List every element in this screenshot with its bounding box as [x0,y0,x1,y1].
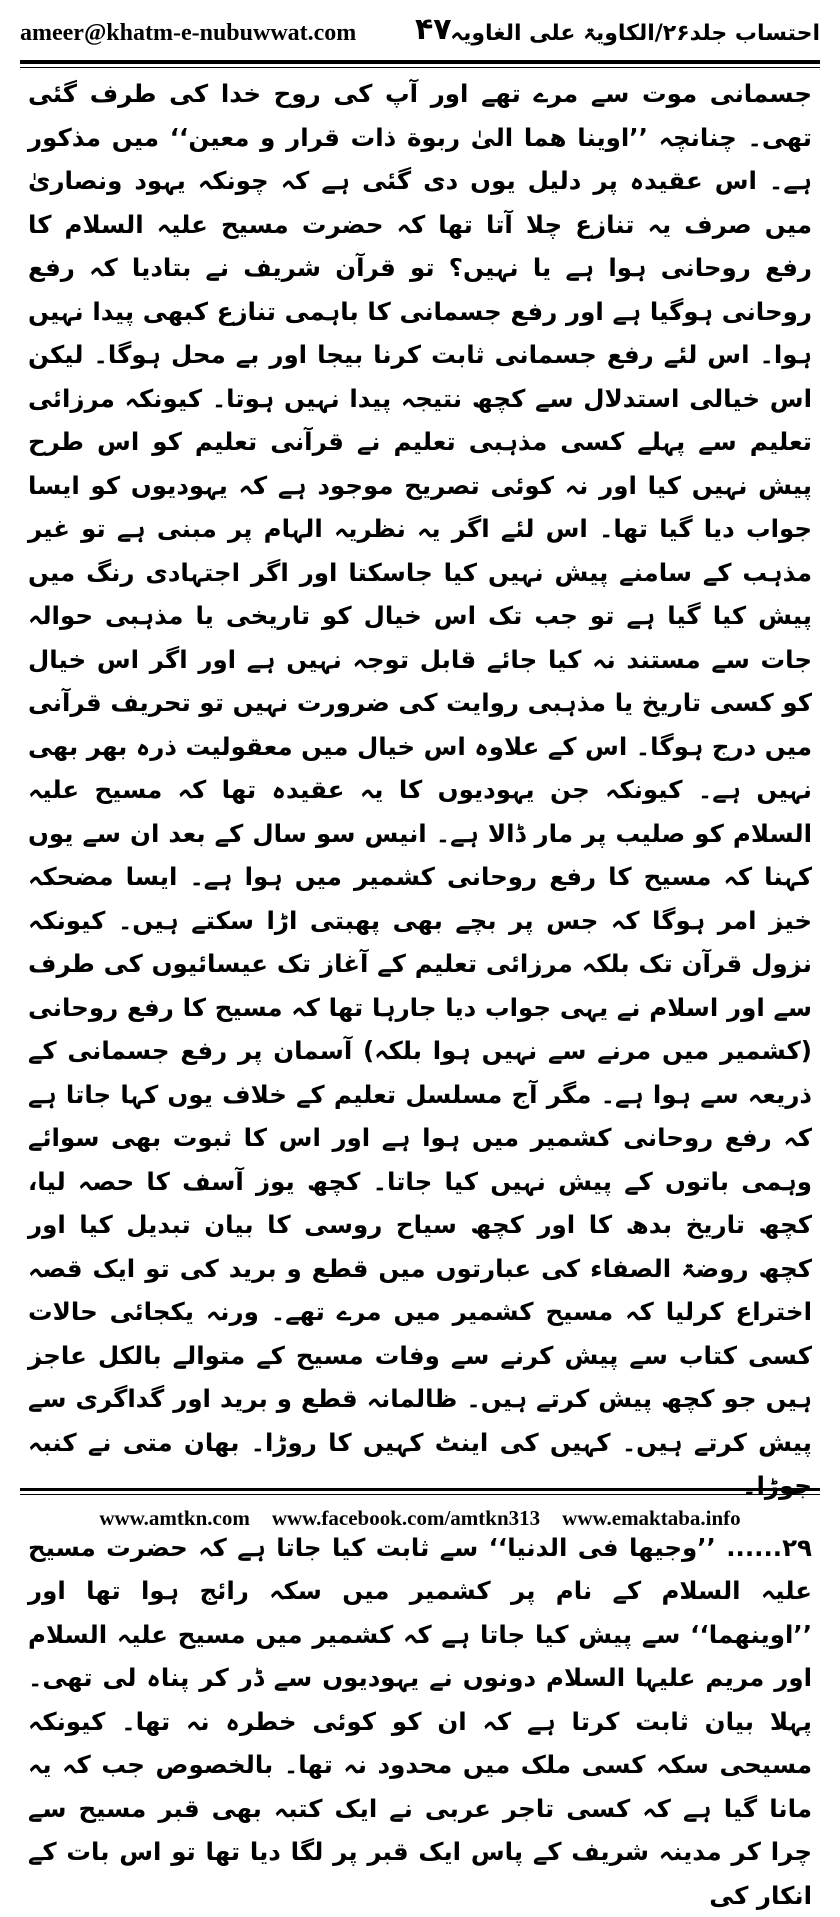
header-rule [20,60,820,64]
page-body [28,72,812,1472]
page-number: ۴۷ [415,12,452,47]
header-rule-thin [20,67,820,68]
body-paragraph-2: ۲۹...... ’’وجیها فی الدنیا‘‘ سے ثابت کیا جاتا ہے کہ حضرت مسیح علیہ السلام کے نام پر کشمیر میں سکہ رائج ہوا تھا اور ’’اوینهما‘‘ سے پیش کیا جاتا ہے کہ کشمیر میں مسیح علیہ السلام اور مریم علیہا السلام دونوں نے یہودیوں سے ڈر کر پناہ لی تھی۔ پہلا بیان ثابت کرتا ہے کہ ان کو کوئی خطرہ نہ تھا۔ کیونکہ مسیحی سکہ کسی ملک میں محدود نہ تھا۔ بالخصوص جب کہ یہ مانا گیا ہے کہ کسی تاجر عربی نے ایک کتبہ بھی قبر مسیح سے چرا کر مدینہ شریف کے پاس ایک قبر پر لگا دیا تھا تو اس بات کے انکار کی [28,1526,812,1917]
footer-link-facebook: www.facebook.com/amtkn313 [272,1506,540,1531]
footer-rule-thin [20,1494,820,1495]
footer-link-amtkn: www.amtkn.com [99,1506,250,1531]
page-header [20,8,820,58]
page-footer [20,1500,820,1536]
footer-link-emaktaba: www.emaktaba.info [562,1506,741,1531]
footer-rule [20,1488,820,1491]
header-email: ameer@khatm-e-nubuwwat.com [20,20,356,47]
body-paragraph-1: جسمانی موت سے مرے تھے اور آپ کی روح خدا کی طرف گئی تھی۔ چنانچہ ’’اوینا هما الیٰ ربوة ذات قرار و معین‘‘ میں مذکور ہے۔ اس عقیدہ پر دلیل یوں دی گئی ہے کہ چونکہ یہود ونصاریٰ میں صرف یہ تنازع چلا آتا تھا کہ حضرت مسیح علیہ السلام کا رفع روحانی ہوا ہے یا نہیں؟ تو قرآن شریف نے بتادیا کہ رفع روحانی ہوگیا ہے اور رفع جسمانی کا باہمی تنازع کبھی پیدا نہیں ہوا۔ اس لئے رفع جسمانی ثابت کرنا بیجا اور بے محل ہوگا۔ لیکن اس خیالی استدلال سے کچھ نتیجہ پیدا نہیں ہوتا۔ کیونکہ مرزائی تعلیم سے پہلے کسی مذہبی تعلیم نے قرآنی تعلیم کو اس طرح پیش نہیں کیا اور نہ کوئی تصریح موجود ہے کہ یہودیوں کو ایسا جواب دیا گیا تھا۔ اس لئے اگر یہ نظریہ الہام پر مبنی ہے تو غیر مذہب کے سامنے پیش نہیں کیا جاسکتا اور اگر اجتہادی رنگ میں پیش کیا گیا ہے تو جب تک اس خیال کو تاریخی یا مذہبی حوالہ جات سے مستند نہ کیا جائے قابل توجہ نہیں ہے اور اگر اس خیال کو کسی تاریخ یا مذہبی روایت کی ضرورت نہیں تو تحریف قرآنی میں درج ہوگا۔ اس کے علاوہ اس خیال میں معقولیت ذرہ بھر بھی نہیں ہے۔ کیونکہ جن یہودیوں کا یہ عقیدہ تھا کہ مسیح علیہ السلام کو صلیب پر مار ڈالا ہے۔ انیس سو سال کے بعد ان سے یوں کہنا کہ مسیح کا رفع روحانی کشمیر میں ہوا ہے۔ ایسا مضحکہ خیز امر ہوگا کہ جس پر بچے بھی پھبتی اڑا سکتے ہیں۔ کیونکہ نزول قرآن تک بلکہ مرزائی تعلیم کے آغاز تک عیسائیوں کی طرف سے اور اسلام نے یہی جواب دیا جارہا تھا کہ مسیح کا رفع روحانی (کشمیر میں مرنے سے نہیں ہوا بلکہ) آسمان پر رفع جسمانی کے ذریعہ سے ہوا ہے۔ مگر آج مسلسل تعلیم کے خلاف یوں کہا جاتا ہے کہ رفع روحانی کشمیر میں ہوا ہے اور اس کا ثبوت بھی سوائے وہمی باتوں کے پیش نہیں کیا جاتا۔ کچھ یوز آسف کا حصہ لیا، کچھ تاریخ بدھ کا اور کچھ سیاح روسی کا بیان تبدیل کیا اور کچھ روضۃ الصفاء کی عبارتوں میں قطع و برید کی تو ایک قصہ اختراع کرلیا کہ مسیح کشمیر میں مرے تھے۔ ورنہ یکجائی حالات کسی کتاب سے پیش کرنے سے وفات مسیح کے متوالے بالکل عاجز ہیں جو کچھ پیش کرتے ہیں۔ ظالمانہ قطع و برید اور گداگری سے پیش کرتے ہیں۔ کہیں کی اینٹ کہیں کا روڑا۔ بھان متی نے کنبہ جوڑا۔ [28,72,812,1508]
book-title: احتساب جلد۲۶/الکاویۃ علی الغاویہ [450,21,820,46]
